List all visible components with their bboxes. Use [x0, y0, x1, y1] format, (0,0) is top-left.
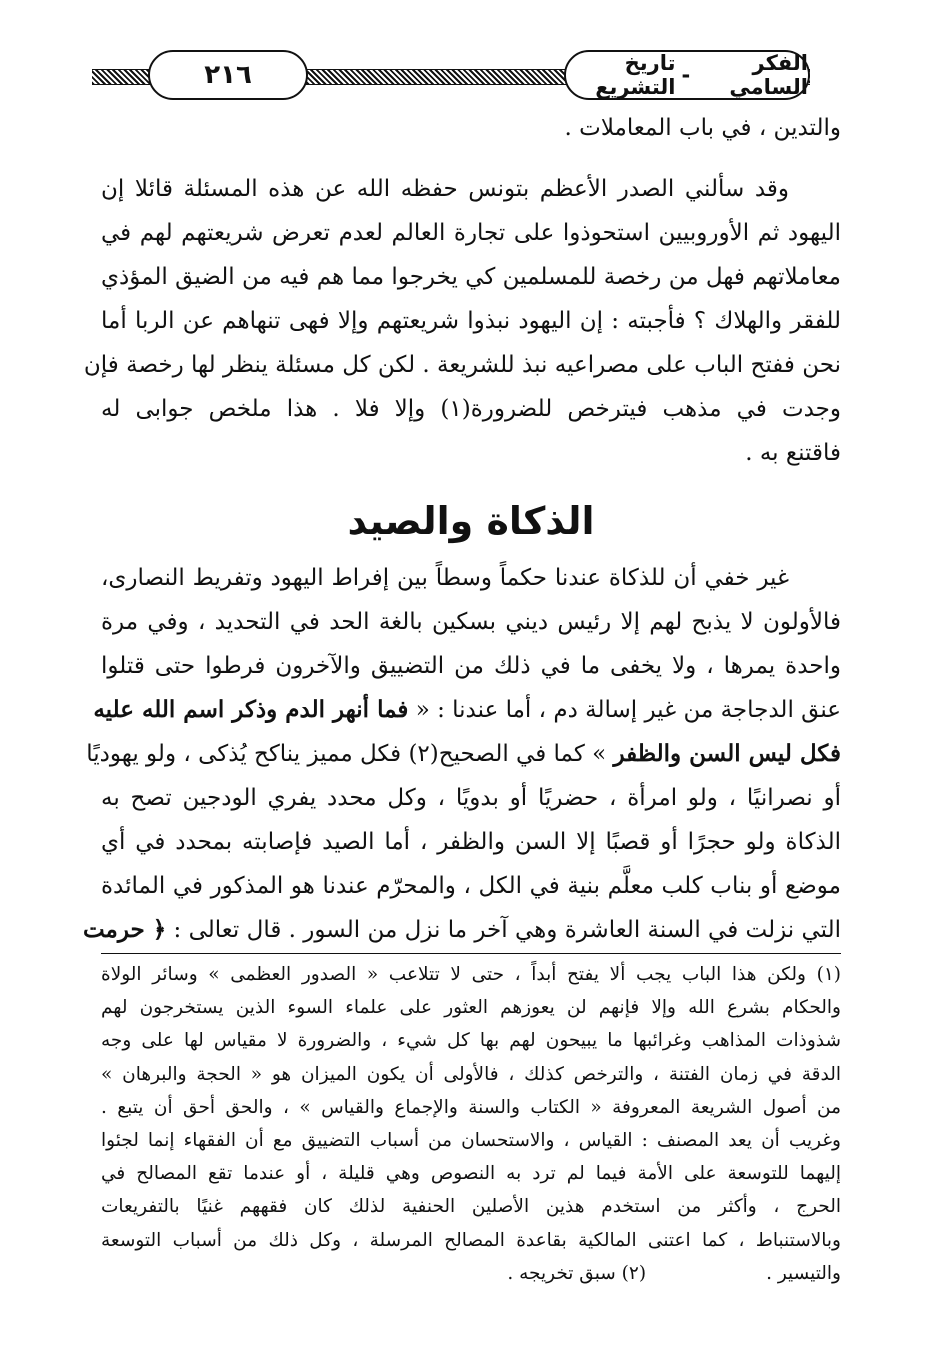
footnote-line: الدقة في زمان الفتنة ، والترخص كذلك ، فالأولى أن يكون الميزان هو « الحجة والبرهان »: [101, 1063, 841, 1085]
section-heading: الذكاة والصيد: [347, 499, 595, 543]
text-line: والتدين ، في باب المعاملات .: [564, 115, 841, 141]
page-header: [92, 50, 810, 102]
page-number: ٢١٦: [148, 50, 308, 100]
footnote-2: (٢) سبق تخريجه .: [507, 1262, 647, 1284]
text-line: للفقر والهلاك ؟ فأجبته : إن اليهود نبذوا شريعتهم وإلا فهى تنهاهم عن الربا أما: [101, 308, 841, 334]
text-line: أو نصرانيًا ، ولو امرأة ، حضريًا أو بدويًا ، وكل محدد يفري الودجين تصح به: [101, 785, 841, 811]
text-line: وقد سألني الصدر الأعظم بتونس حفظه الله عن هذه المسئلة قائلا إن: [101, 176, 789, 202]
text-line: معاملاتهم فهل من رخصة للمسلمين كي يخرجوا مما هم فيه من الضيق المؤذي: [101, 264, 841, 290]
footnote-line: وبالاستنباط ، كما اعتنى المالكية بقاعدة المصالح المرسلة ، وكل ذلك من أسباب التوسعة: [101, 1229, 841, 1251]
footnotes: [101, 958, 841, 1290]
footnote-line: والحكام بشرع الله وإلا فإنهم لن يعوزهم العثور على علماء السوء الذين يستخرجون لهم: [101, 997, 841, 1019]
running-title: [564, 50, 810, 100]
text-line: [86, 732, 841, 776]
text-line: فاقتنع به .: [745, 440, 841, 466]
book-title: الفكر السامي: [729, 51, 808, 99]
text-line: واحدة يمرها ، ولا يخفى ما في ذلك من التضييق والآخرون فرطوا حتى قتلوا: [101, 653, 841, 679]
section-title: تاريخ التشريع: [595, 51, 676, 99]
text-line: غير خفي أن للذكاة عندنا حكماً وسطاً بين إفراط اليهود وتفريط النصارى،: [101, 565, 789, 591]
footnote-line: من أصول الشريعة المعروفة « الكتاب والسنة والإجماع والقياس » ، والحق أحق أن يتبع .: [101, 1096, 841, 1118]
text-segment: التي نزلت في السنة العاشرة وهي آخر ما نزل من السور . قال تعالى :: [166, 917, 841, 943]
text-line: الذكاة ولو حجرًا أو قصبًا إلا السن والظفر ، أما الصيد فإصابته بمحدد في أي: [101, 829, 841, 855]
continuation-text: [101, 106, 841, 150]
footnote-line: (١) ولكن هذا الباب يجب ألا يفتح أبداً ، حتى لا تتلاعب « الصدور العظمى » وسائر الولاة: [101, 964, 841, 985]
text-line: فالأولون لا يذبح لهم إلا رئيس ديني بسكين بالغة الحد في التحديد ، وفي مرة: [101, 609, 841, 635]
text-line: موضع أو بناب كلب معلَّم بنية في الكل ، والمحرّم عندنا هو المذكور في المائدة: [101, 873, 841, 899]
text-segment: عنق الدجاجة من غير إسالة دم ، أما عندنا : «: [408, 697, 841, 723]
title-separator: -: [681, 63, 691, 87]
footnote-line: شذوذات المذاهب وغرائبها ما يبيحون لهم بها كل شيء ، والضرورة لا مقياس لها على وجه: [101, 1030, 841, 1052]
text-line: [93, 688, 841, 732]
text-line: اليهود ثم الأوروبيين استحوذوا على تجارة العالم لعدم تعرض شريعتهم لهم في: [101, 220, 841, 246]
text-line: نحن ففتح الباب على مصراعيه نبذ للشريعة . لكن كل مسئلة ينظر لها رخصة فإن: [83, 352, 841, 378]
footnote-divider: [101, 953, 841, 954]
footnote-line: [101, 1257, 841, 1290]
text-line: [82, 908, 841, 952]
text-line: وجدت في مذهب فيترخص للضرورة(١) وإلا فلا . هذا ملخص جوابى له: [101, 396, 841, 422]
quran-quote: ﴿ حرمت: [82, 916, 167, 943]
footnote-line: الحرج ، وأكثر من استخدم هذين الأصلين الحنفية لذلك كان فقههم غنيًا بالتفريعات: [101, 1196, 841, 1218]
footnote-1-end: والتيسير .: [766, 1262, 841, 1284]
text-segment: » كما في الصحيح(٢) فكل مميز يناكح يُذكى ، ولو يهوديًا: [86, 741, 614, 767]
footnote-line: وغريب أن يعد المصنف : القياس ، والاستحسان من أسباب التضييق مع أن الفقهاء إنما لجئوا: [101, 1129, 841, 1151]
footnote-line: إليهما للتوسعة على الأمة فيما لم ترد به النصوص وهي قليلة ، أو عندما تقع المصالح في: [101, 1163, 841, 1185]
hadith-quote: فما أنهر الدم وذكر اسم الله عليه: [93, 696, 409, 723]
paragraph-slaughter: [82, 556, 841, 952]
hadith-quote: فكل ليس السن والظفر: [613, 740, 841, 767]
paragraph-tunis-question: [83, 167, 841, 475]
